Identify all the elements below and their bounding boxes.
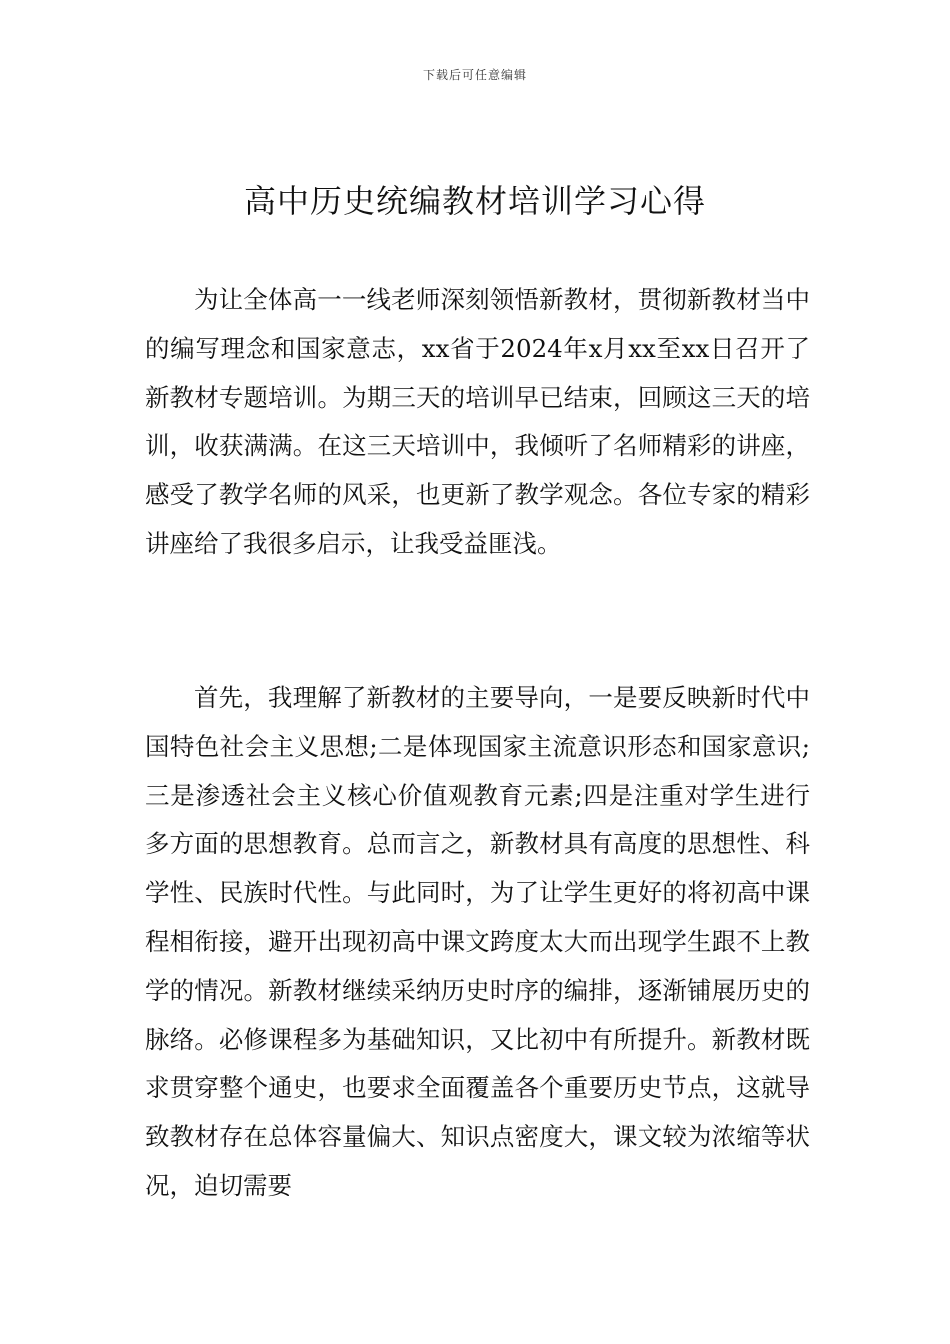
paragraph-2: 首先，我理解了新教材的主要导向，一是要反映新时代中国特色社会主义思想;二是体现国家主流意识形态和国家意识;三是渗透社会主义核心价值观教育元素;四是注重对学生进行多方面的思想教育。总而言之，新教材具有高度的思想性、科学性、民族时代性。与此同时，为了让学生更好的将初高中课程相衔接，避开出现初高中课文跨度太大而出现学生跟不上教学的情况。新教材继续采纳历史时序的编排，逐渐铺展历史的脉络。必修课程多为基础知识，又比初中有所提升。新教材既求贯穿整个通史，也要求全面覆盖各个重要历史节点，这就导致教材存在总体容量偏大、知识点密度大，课文较为浓缩等状况，迫切需要 (145, 683, 810, 1200)
document-title: 高中历史统编教材培训学习心得 (243, 182, 706, 220)
paragraph-1: 为让全体高一一线老师深刻领悟新教材，贯彻新教材当中的编写理念和国家意志，xx省于2024年x月xx至xx日召开了新教材专题培训。为期三天的培训早已结束，回顾这三天的培训，收获满满。在这三天培训中，我倾听了名师精彩的讲座，感受了教学名师的风采，也更新了教学观念。各位专家的精彩讲座给了我很多启示，让我受益匪浅。 (145, 285, 810, 558)
header-note: 下载后可任意编辑 (422, 68, 527, 82)
